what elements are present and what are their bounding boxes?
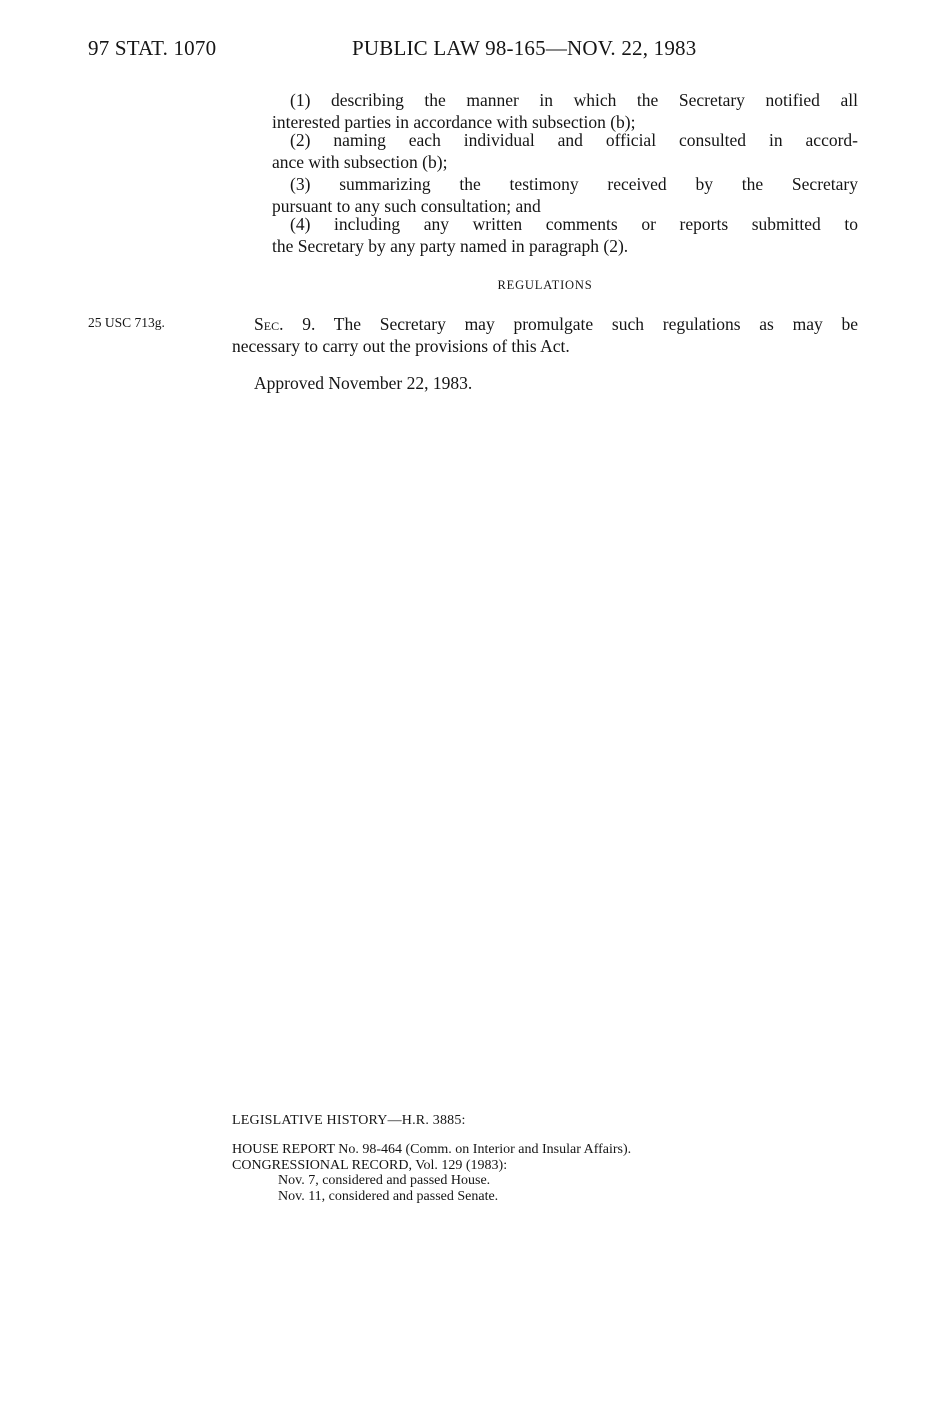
legislative-history-title: LEGISLATIVE HISTORY—H.R. 3885: bbox=[232, 1113, 466, 1128]
section-heading: REGULATIONS bbox=[497, 278, 593, 292]
paragraph-line: the Secretary by any party named in paragraph (2). bbox=[272, 236, 629, 256]
section-9-line-2: necessary to carry out the provisions of this Act. bbox=[232, 336, 570, 356]
paragraph-4 bbox=[232, 213, 858, 257]
page-title: PUBLIC LAW 98-165—NOV. 22, 1983 bbox=[352, 36, 697, 60]
record-entry: Nov. 11, considered and passed Senate. bbox=[278, 1188, 499, 1204]
paragraph-2 bbox=[232, 129, 858, 173]
margin-citation: 25 USC 713g. bbox=[88, 315, 165, 330]
paragraph-line: (1) describing the manner in which the Secretary notified all bbox=[290, 90, 858, 110]
paragraph-line: (2) naming each individual and official consulted in accord- bbox=[290, 130, 858, 150]
legislative-history-body bbox=[232, 1142, 631, 1204]
section-text: The Secretary may promulgate such regulations as may be bbox=[333, 314, 858, 334]
record-entry: Nov. 7, considered and passed House. bbox=[278, 1173, 491, 1188]
house-report: HOUSE REPORT No. 98-464 (Comm. on Interior and Insular Affairs). bbox=[232, 1142, 632, 1157]
paragraph-line: (4) including any written comments or reports submitted to bbox=[290, 214, 858, 234]
paragraph-line: interested parties in accordance with subsection (b); bbox=[272, 112, 636, 132]
section-9 bbox=[232, 313, 858, 357]
statute-page-number: 97 STAT. 1070 bbox=[88, 36, 217, 60]
paragraph-line: ance with subsection (b); bbox=[272, 152, 448, 172]
paragraph-1 bbox=[232, 89, 858, 133]
paragraph-line: pursuant to any such consultation; and bbox=[272, 196, 541, 216]
congressional-record: CONGRESSIONAL RECORD, Vol. 129 (1983): bbox=[232, 1157, 508, 1173]
section-label: Sec. 9. bbox=[254, 314, 316, 334]
approval-date: Approved November 22, 1983. bbox=[254, 373, 473, 393]
paragraph-3 bbox=[232, 173, 858, 217]
paragraph-line: (3) summarizing the testimony received by the Secretary bbox=[290, 174, 858, 194]
section-9-line-1 bbox=[232, 313, 858, 335]
